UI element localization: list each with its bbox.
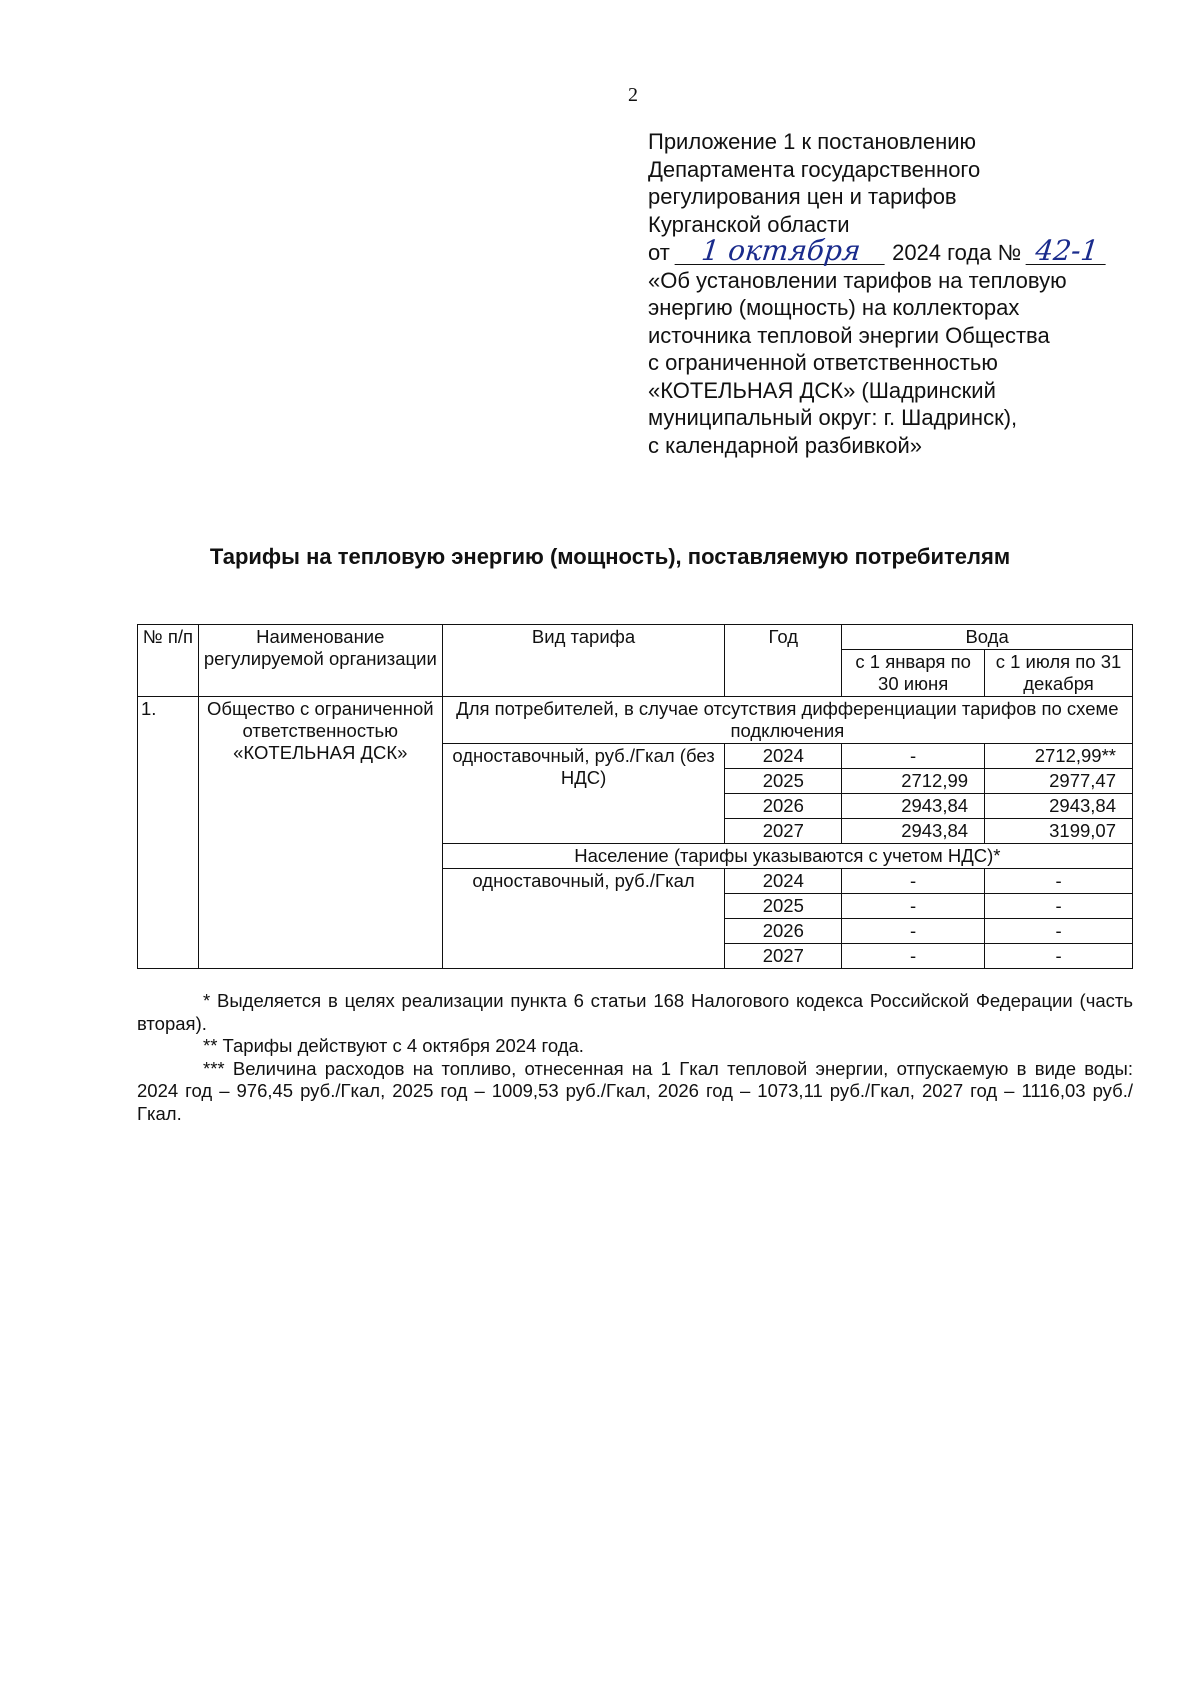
appendix-line: регулирования цен и тарифов xyxy=(648,184,957,209)
tariff-value: 2943,84 xyxy=(842,794,985,819)
tariff-type: одноставочный, руб./Гкал (без НДС) xyxy=(442,744,725,844)
organization-name: Общество с ограниченной ответственностью «КОТЕЛЬНАЯ ДСК» xyxy=(198,697,442,969)
year-text: 2024 года № xyxy=(892,240,1022,265)
footnote: * Выделяется в целях реализации пункта 6 статьи 168 Налогового кодекса Российской Федерации (часть вторая). xyxy=(137,990,1133,1034)
header-row xyxy=(138,625,1133,650)
appendix-date-line xyxy=(648,234,1108,267)
appendix-title-line: энергию (мощность) на коллекторах xyxy=(648,295,1020,320)
year-cell: 2026 xyxy=(725,794,842,819)
table-row xyxy=(138,697,1133,744)
tariff-value: - xyxy=(842,869,985,894)
year-cell: 2026 xyxy=(725,919,842,944)
appendix-title-line: муниципальный округ: г. Шадринск), xyxy=(648,405,1018,430)
appendix-title-line: «КОТЕЛЬНАЯ ДСК» (Шадринский xyxy=(648,377,996,403)
tariff-table xyxy=(137,624,1133,969)
date-prefix: от xyxy=(648,240,670,265)
appendix-title-line: источника тепловой энергии Общества xyxy=(648,322,1050,348)
appendix-line: Курганской области xyxy=(648,211,850,237)
year-cell: 2025 xyxy=(725,894,842,919)
year-cell: 2025 xyxy=(725,769,842,794)
section-title: Для потребителей, в случае отсутствия дифференциации тарифов по схеме подключения xyxy=(442,697,1132,744)
handwritten-number: 42-1 xyxy=(1026,238,1109,265)
tariff-value: - xyxy=(842,944,985,969)
section-title: Население (тарифы указываются с учетом НДС)* xyxy=(442,844,1132,869)
footnote: *** Величина расходов на топливо, отнесенная на 1 Гкал тепловой энергии, отпускаемую в виде воды: 2024 год – 976,45 руб./Гкал, 2025 год – 1009,53 руб./Гкал, 2026 год – 1073,11 руб./Гкал, 2027 год – 1116,03 руб./Гкал. xyxy=(137,1057,1133,1124)
tariff-value: 2943,84 xyxy=(985,794,1133,819)
year-cell: 2024 xyxy=(725,869,842,894)
tariff-value: 2712,99** xyxy=(985,744,1133,769)
header-period-2: с 1 июля по 31 декабря xyxy=(985,650,1133,697)
appendix-title-line: с календарной разбивкой» xyxy=(648,432,923,458)
handwritten-date: 1 октября xyxy=(675,238,888,265)
appendix-line: Приложение 1 к постановлению xyxy=(648,129,977,154)
appendix-title-line: с ограниченной ответственностью xyxy=(648,350,998,375)
tariff-value: 2943,84 xyxy=(842,819,985,844)
appendix-block xyxy=(648,128,1108,459)
tariff-value: - xyxy=(985,944,1133,969)
tariff-value: 2977,47 xyxy=(985,769,1133,794)
tariff-value: - xyxy=(842,744,985,769)
tariff-value: - xyxy=(842,919,985,944)
tariff-value: 3199,07 xyxy=(985,819,1133,844)
header-num: № п/п xyxy=(138,625,199,697)
header-tariff-type: Вид тарифа xyxy=(442,625,725,697)
year-cell: 2027 xyxy=(725,819,842,844)
year-cell: 2024 xyxy=(725,744,842,769)
tariff-type: одноставочный, руб./Гкал xyxy=(442,869,725,969)
header-year: Год xyxy=(725,625,842,697)
appendix-line: Департамента государственного xyxy=(648,156,981,182)
appendix-title-line: «Об установлении тарифов на тепловую xyxy=(648,267,1067,293)
tariff-value: 2712,99 xyxy=(842,769,985,794)
tariff-value: - xyxy=(842,894,985,919)
tariff-value: - xyxy=(985,919,1133,944)
tariff-value: - xyxy=(985,894,1133,919)
document-heading: Тарифы на тепловую энергию (мощность), поставляемую потребителям xyxy=(209,544,1011,569)
page-number: 2 xyxy=(628,84,638,106)
tariff-value: - xyxy=(985,869,1133,894)
header-org: Наименование регулируемой организации xyxy=(198,625,442,697)
footnote: ** Тарифы действуют с 4 октября 2024 года. xyxy=(203,1035,584,1056)
year-cell: 2027 xyxy=(725,944,842,969)
row-number: 1. xyxy=(138,697,199,969)
header-water: Вода xyxy=(842,625,1133,650)
header-period-1: с 1 января по 30 июня xyxy=(842,650,985,697)
footnotes xyxy=(137,990,1133,1125)
